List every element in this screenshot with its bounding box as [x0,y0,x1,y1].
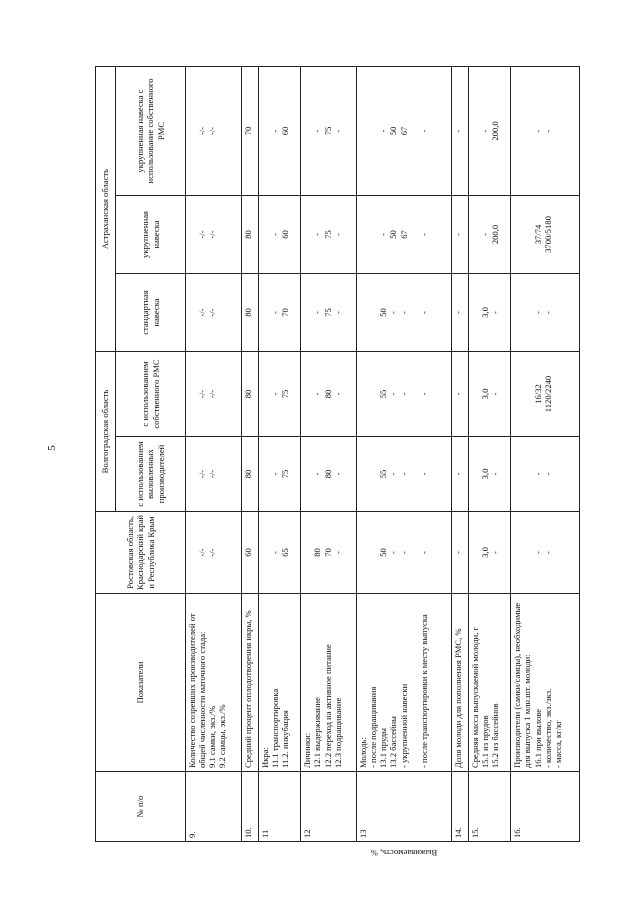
value-line: - [452,311,463,314]
value-cell-ast-enlarged-own [186,66,242,195]
indicator-line: - укрупненной навески [398,683,409,768]
value-line [358,199,368,270]
value-cell-ast-enlarged [357,196,452,274]
value-cell-volg-caught [468,437,511,512]
indicator-cell [301,594,357,772]
value-cell-ast-enlarged [511,196,580,274]
indicator-line: Икра: [259,747,270,768]
indicator-line: - после транспортировки к месту выпуска [418,614,429,768]
value-line: - [398,551,409,554]
value-cell-ast-standard [511,274,580,352]
value-line: - [532,551,543,554]
value-line: -/- [207,469,218,479]
value-line [187,199,197,270]
indicator-line [409,597,419,768]
value-line: - [542,129,553,133]
value-line [470,515,480,590]
indicator-line: 16.1 при вылове [532,708,543,768]
value-line [260,355,270,433]
value-line: 67 [398,126,409,136]
value-cell-volg-own [241,352,258,437]
value-line [368,515,378,590]
value-line [260,277,270,348]
value-cell-volg-own [357,352,452,437]
value-line [512,355,522,433]
value-cell-ast-standard [241,274,258,352]
value-line: - [489,472,500,476]
indicator-line: 11.2. инкубация [279,710,290,768]
value-line: -/- [207,230,218,239]
value-cell-volg-own [451,352,468,437]
value-line [368,440,378,508]
value-line: - [418,129,429,133]
value-line: 200,0 [489,121,500,141]
value-line: -/- [197,308,208,317]
value-line: - [489,392,500,396]
value-cell-volg-caught [511,437,580,512]
row-number [241,772,258,842]
value-line [409,440,419,508]
value-line: - [452,551,463,554]
indicator-line: Количество созревших производителей от общей численности маточного стада: [187,613,208,768]
value-line: - [532,311,543,314]
value-line [470,440,480,508]
table-row [258,66,301,841]
value-cell-rostov [301,512,357,594]
value-line [368,355,378,433]
value-line: 80 [242,389,253,399]
row-number-text: 12 [302,829,313,838]
value-line: - [312,392,323,396]
value-line: 75 [279,389,290,399]
value-line [187,355,197,433]
value-line [522,199,532,270]
value-line [470,277,480,348]
indicator-cell [186,594,242,772]
value-cell-volg-caught [241,437,258,512]
value-line: 70 [242,126,253,136]
value-line [368,199,378,270]
value-cell-ast-enlarged [451,196,468,274]
value-cell-ast-standard [301,274,357,352]
row-number [511,772,580,842]
value-line: - [332,311,343,314]
row-number-text: 16. [512,827,523,838]
row-number [357,772,452,859]
value-line: 1120/2240 [542,375,553,413]
row-number-text: 10. [242,827,253,838]
page-number: 5 [46,445,58,451]
value-line [260,70,270,192]
value-line: - [418,392,429,396]
table-row [511,66,580,841]
table-row [186,66,242,841]
value-cell-volg-own [301,352,357,437]
indicator-line: 13.2 бассейны [388,716,399,768]
value-line: -/- [197,230,208,239]
indicator-line: 15.1 из прудов [479,715,490,768]
value-line: - [388,311,399,314]
value-line: - [452,472,463,476]
indicator-line: 13.1 пруды [378,728,389,768]
value-line: - [542,311,553,314]
row-number-text: 9. [187,831,197,838]
value-line [409,277,419,348]
value-line [409,515,419,590]
value-line: - [418,311,429,314]
value-cell-rostov [258,512,301,594]
indicator-line: - количество, экз./экз. [542,688,553,768]
value-line: 65 [279,548,290,557]
row-number-text: 13 [358,829,369,838]
value-cell-ast-enlarged-own [357,66,452,195]
value-line [512,277,522,348]
value-line [470,70,480,192]
value-line [358,440,368,508]
value-line [368,277,378,348]
value-line: 60 [279,126,290,136]
value-line: 67 [398,230,409,239]
value-line: - [388,392,399,396]
value-line: - [388,551,399,554]
value-line: - [269,392,280,396]
table-row [451,66,468,841]
value-line [409,70,419,192]
value-line [260,199,270,270]
value-cell-ast-enlarged [468,196,511,274]
indicator-cell [468,594,511,772]
value-line: - [312,472,323,476]
value-line: 80 [322,469,333,479]
row-number-text: 11 [259,829,270,838]
value-cell-rostov [468,512,511,594]
value-line: - [532,472,543,476]
value-line: - [269,551,280,554]
value-line [187,440,197,508]
value-line: - [332,392,343,396]
value-cell-ast-enlarged [241,196,258,274]
value-line: - [542,551,553,554]
value-line [187,277,197,348]
value-cell-volg-caught [451,437,468,512]
header-num: № п/о [96,772,186,842]
indicator-line: Средняя масса выпускаемой молоди, г [469,626,480,768]
value-line: - [332,233,343,236]
value-line [302,199,312,270]
value-line: - [398,472,409,476]
rotated-table-wrapper [95,67,580,859]
survival-vertical-label [357,841,451,865]
value-line: -/- [207,548,218,557]
value-line: 70 [279,308,290,317]
value-line: 80 [242,230,253,239]
value-cell-volg-own [511,352,580,437]
value-line [512,70,522,192]
value-line: -/- [197,548,208,557]
value-cell-ast-enlarged-own [301,66,357,195]
value-cell-volg-own [186,352,242,437]
indicator-line: 12.2 переход на активное питание [322,644,333,768]
value-line [522,70,532,192]
indicator-cell [357,594,452,772]
value-line: - [269,233,280,236]
row-number [301,772,357,842]
indicator-line: 11.1 транспортировка [269,688,280,768]
value-line: 16/32 [532,384,543,404]
value-line [302,277,312,348]
value-line: -/- [207,308,218,317]
value-line: 3,0 [479,468,490,480]
row-number [451,772,468,842]
value-line: 80 [242,308,253,317]
table-body [186,66,580,859]
value-line: - [418,233,429,236]
value-line: 75 [279,469,290,479]
indicator-line: 12.3 подращивание [332,697,343,768]
value-cell-volg-caught [186,437,242,512]
value-line [512,515,522,590]
value-line [512,199,522,270]
value-line: 80 [242,469,253,479]
value-line: 50 [378,548,389,557]
value-cell-rostov [241,512,258,594]
value-line: - [452,129,463,133]
value-line: -/- [207,389,218,399]
value-line: - [332,129,343,133]
value-line: - [418,551,429,554]
value-cell-ast-standard [357,274,452,352]
value-cell-ast-enlarged-own [451,66,468,195]
header-astrakhan: Астраханская область [96,66,116,351]
value-line [470,199,480,270]
table-row [301,66,357,841]
value-line [358,355,368,433]
indicator-line: Средний процент оплодотворения икры, % [242,610,253,768]
value-cell-rostov [357,512,452,594]
value-line [358,277,368,348]
value-line [522,515,532,590]
value-line: - [452,233,463,236]
value-line [358,70,368,192]
indicator-line: Доля молоди для пополнения РМС, % [452,628,463,768]
value-line: 3,0 [479,388,490,400]
value-cell-volg-caught [258,437,301,512]
row-number [258,772,301,842]
value-line: 3700/5180 [542,216,553,253]
row-number [186,772,242,842]
value-line: - [269,311,280,314]
value-line [302,440,312,508]
value-line [522,440,532,508]
value-cell-ast-enlarged [258,196,301,274]
value-line: 80 [312,548,323,557]
header-volg-caught: с использованием выловленных производителей [116,437,186,512]
survival-label-text: Выживаемость, % [370,848,438,859]
value-line: -/- [207,126,218,136]
value-line: 70 [322,548,333,557]
value-line: 60 [242,548,253,557]
value-cell-rostov [511,512,580,594]
value-line [187,515,197,590]
value-line: 55 [378,469,389,479]
indicator-line: 15.2 из бассейнов [489,703,500,768]
indicator-line: - масса, кг/кг [552,720,563,768]
value-line: - [332,551,343,554]
value-line [187,70,197,192]
value-line: - [489,311,500,314]
value-line: - [418,472,429,476]
value-line: - [479,233,490,236]
value-line: 50 [388,230,399,239]
value-cell-volg-own [258,352,301,437]
value-line: 55 [378,389,389,399]
header-ast-enlarged-own: укрупненная навеска с использование собственного РМС [116,66,186,195]
value-line: - [452,392,463,396]
header-ast-standard: стандартная навеска [116,274,186,352]
value-line: 75 [322,126,333,136]
indicator-cell [258,594,301,772]
indicator-line: 9.2 самцы, экз./% [217,704,228,768]
value-cell-ast-enlarged-own [241,66,258,195]
value-line: 80 [322,389,333,399]
value-line [260,440,270,508]
value-line: -/- [197,126,208,136]
value-line [522,277,532,348]
value-cell-rostov [451,512,468,594]
value-line: 75 [322,230,333,239]
value-line: 3,0 [479,307,490,318]
table-row [357,66,452,841]
value-line: - [542,472,553,476]
value-line [302,70,312,192]
value-line: - [269,472,280,476]
value-line: 37/74 [532,224,543,245]
indicator-cell [451,594,468,772]
row-number-text: 15. [469,827,480,838]
value-cell-ast-standard [468,274,511,352]
value-line: - [312,233,323,236]
indicator-cell [241,594,258,772]
indicator-line: Молодь: [358,737,369,768]
value-line [358,515,368,590]
header-rostov: Ростовская область, Краснодарский край и Республика Крым [96,512,186,594]
indicator-cell [511,594,580,772]
value-cell-ast-enlarged-own [511,66,580,195]
value-line: -/- [197,389,208,399]
value-line: - [378,129,389,133]
value-line [409,355,419,433]
value-cell-ast-enlarged [301,196,357,274]
value-line: 50 [378,308,389,317]
value-line: - [312,129,323,133]
value-line: - [479,129,490,133]
value-line [368,70,378,192]
value-cell-ast-standard [258,274,301,352]
value-cell-volg-caught [301,437,357,512]
header-volgograd: Волгоградская область [96,352,116,512]
table-row [468,66,511,841]
value-cell-ast-standard [451,274,468,352]
row-number [468,772,511,842]
value-line [302,355,312,433]
row-number-text: 14. [452,827,463,838]
value-cell-volg-caught [357,437,452,512]
value-line: -/- [197,469,208,479]
value-line: - [269,129,280,133]
value-cell-rostov [186,512,242,594]
value-cell-ast-enlarged-own [468,66,511,195]
value-cell-ast-enlarged [186,196,242,274]
value-line [409,199,419,270]
value-line: - [332,472,343,476]
indicator-line: Производители (самки/самцы), необходимые для выпуска 1 млн.шт. молоди: [512,602,533,768]
value-line: - [398,311,409,314]
header-indicator: Показатели [96,594,186,772]
value-line: - [388,472,399,476]
indicator-line: 12.1 выдерживание [312,697,323,768]
value-line: 50 [388,126,399,136]
value-line: 200,0 [489,224,500,245]
value-cell-ast-standard [186,274,242,352]
value-cell-volg-own [468,352,511,437]
header-volg-own: с использованием собственного РМС [116,352,186,437]
value-line: 60 [279,230,290,239]
indicator-line: 9.1 самки, экз./% [207,706,218,768]
value-line: - [398,392,409,396]
data-table [95,66,580,859]
value-cell-ast-enlarged-own [258,66,301,195]
value-line: - [532,129,543,133]
value-line [512,440,522,508]
value-line [522,355,532,433]
value-line: - [312,311,323,314]
value-line [302,515,312,590]
value-line: 3,0 [479,547,490,558]
value-line [470,355,480,433]
indicator-line: - после подращивания [368,686,379,768]
indicator-line: Личинки: [302,732,313,768]
value-line: 75 [322,308,333,317]
table-row [241,66,258,841]
header-ast-enlarged: укрупненная навеска [116,196,186,274]
value-line [260,515,270,590]
value-line: - [378,233,389,236]
value-line: - [489,551,500,554]
